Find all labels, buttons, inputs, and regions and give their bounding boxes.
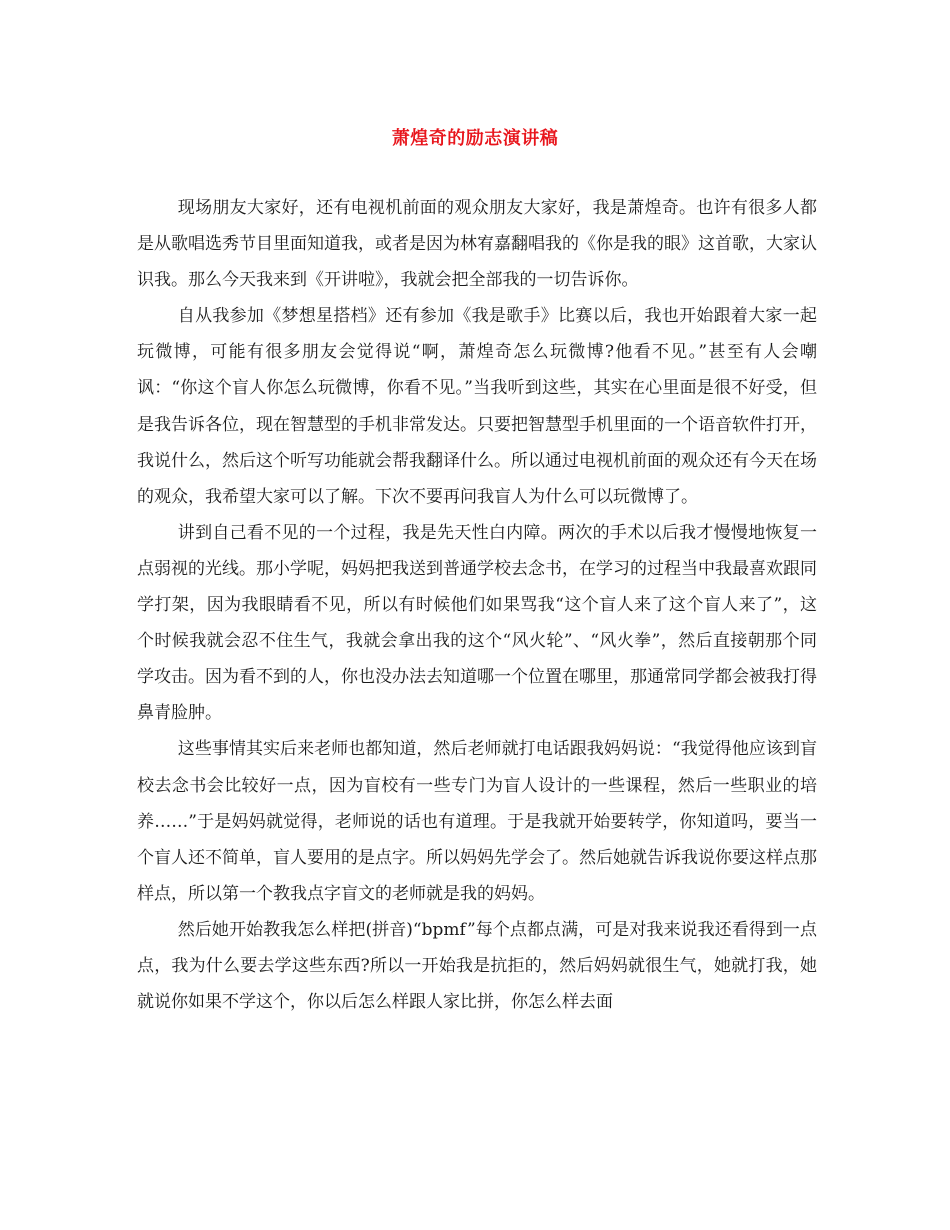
document-body	[137, 190, 817, 1020]
paragraph-2: 自从我参加《梦想星搭档》还有参加《我是歌手》比赛以后，我也开始跟着大家一起玩微博，可能有很多朋友会觉得说“啊，萧煌奇怎么玩微博?他看不见。”甚至有人会嘲讽：“你这个盲人你怎么玩微博，你看不见。”当我听到这些，其实在心里面是很不好受，但是我告诉各位，现在智慧型的手机非常发达。只要把智慧型手机里面的一个语音软件打开，我说什么，然后这个听写功能就会帮我翻译什么。所以通过电视机前面的观众还有今天在场的观众，我希望大家可以了解。下次不要再问我盲人为什么可以玩微博了。	[137, 306, 817, 507]
paragraph-5: 然后她开始教我怎么样把(拼音)“bpmf”每个点都点满，可是对我来说我还看得到一点点，我为什么要去学这些东西?所以一开始我是抗拒的，然后妈妈就很生气，她就打我，她就说你如果不学这个，你以后怎么样跟人家比拼，你怎么样去面	[137, 919, 817, 1013]
paragraph-1: 现场朋友大家好，还有电视机前面的观众朋友大家好，我是萧煌奇。也许有很多人都是从歌唱选秀节目里面知道我，或者是因为林宥嘉翻唱我的《你是我的眼》这首歌，大家认识我。那么今天我来到《开讲啦》，我就会把全部我的一切告诉你。	[137, 198, 817, 291]
paragraph-4: 这些事情其实后来老师也都知道，然后老师就打电话跟我妈妈说：“我觉得他应该到盲校去念书会比较好一点，因为盲校有一些专门为盲人设计的一些课程，然后一些职业的培养……”于是妈妈就觉得，老师说的话也有道理。于是我就开始要转学，你知道吗，要当一个盲人还不简单，盲人要用的是点字。所以妈妈先学会了。然后她就告诉我说你要这样点那样点，所以第一个教我点字盲文的老师就是我的妈妈。	[137, 739, 817, 904]
paragraph-3: 讲到自己看不见的一个过程，我是先天性白内障。两次的手术以后我才慢慢地恢复一点弱视的光线。那小学呢，妈妈把我送到普通学校去念书，在学习的过程当中我最喜欢跟同学打架，因为我眼睛看不见，所以有时候他们如果骂我“这个盲人来了这个盲人来了”，这个时候我就会忍不住生气，我就会拿出我的这个“风火轮”、“风火拳”，然后直接朝那个同学攻击。因为看不到的人，你也没办法去知道哪一个位置在哪里，那通常同学都会被我打得鼻青脸肿。	[137, 522, 817, 724]
document-title: 萧煌奇的励志演讲稿	[391, 128, 559, 149]
